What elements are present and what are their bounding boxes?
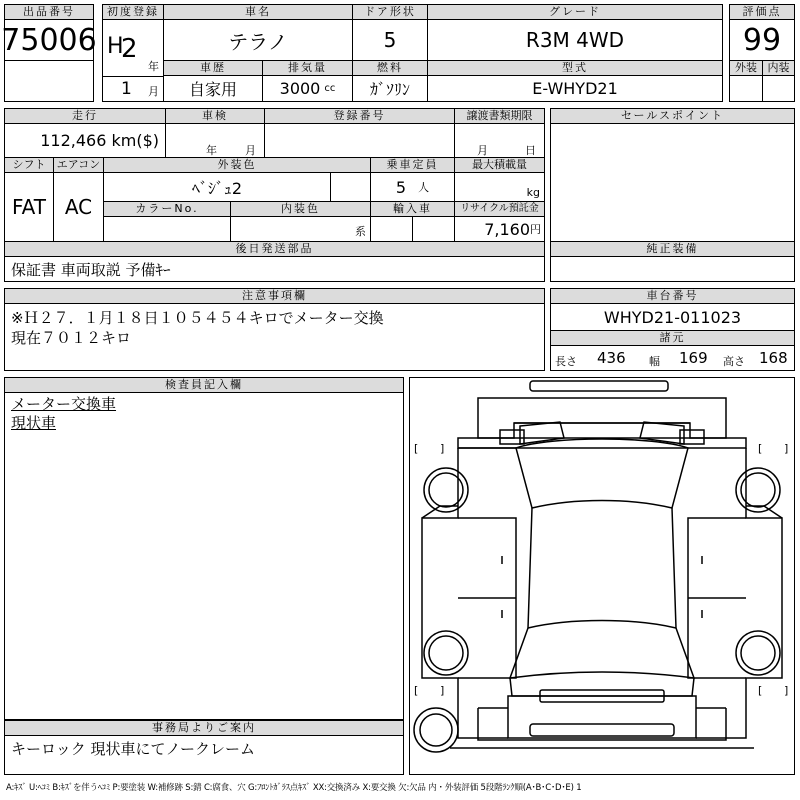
svg-text:]: ] [440, 684, 445, 697]
length: 436 [597, 349, 626, 367]
reg-no-label: 登録番号 [264, 108, 455, 124]
max-load-label: 最大積載量 [454, 157, 545, 173]
exterior-color-extra [330, 172, 371, 202]
import-label: 輸入車 [370, 201, 455, 217]
svg-text:]: ] [784, 442, 789, 455]
model-label: 型式 [427, 60, 723, 76]
svg-text:]: ] [784, 684, 789, 697]
era-year: 2 [121, 34, 138, 64]
color-no-label: カラーNo. [103, 201, 231, 217]
mileage-label: 走行 [4, 108, 166, 124]
specs [550, 345, 795, 371]
shift: FAT [4, 172, 54, 242]
first-reg-month [102, 76, 164, 102]
genuine [550, 256, 795, 282]
import-a [370, 216, 413, 242]
svg-text:[: [ [758, 442, 763, 455]
displacement-label: 排気量 [262, 60, 353, 76]
car-name-label: 車名 [163, 4, 353, 20]
capacity-unit: 人 [418, 181, 430, 194]
car-diagram-svg [410, 378, 794, 774]
displacement-value: 3000 [279, 79, 321, 98]
caution-label: 注意事項欄 [4, 288, 545, 304]
recycle-value: 7,160 [484, 219, 530, 239]
mileage: 112,466 km($) [4, 123, 166, 158]
shift-label: シフト [4, 157, 54, 173]
capacity-label: 乗車定員 [370, 157, 455, 173]
caution-line: 現在７０１２キロ [11, 329, 132, 347]
svg-text:[: [ [414, 442, 419, 455]
transfer-day-unit: 日 [525, 144, 536, 157]
svg-text:[: [ [758, 684, 763, 697]
ac: AC [53, 172, 104, 242]
car-name: テラノ [163, 19, 353, 61]
lot-no-label: 出品番号 [4, 4, 94, 20]
recycle-unit: 円 [530, 223, 541, 236]
lot-no: 75006 [4, 19, 94, 61]
first-reg-year [102, 19, 164, 77]
height: 168 [759, 349, 788, 367]
width: 169 [679, 349, 708, 367]
caution-line: ※Ｈ２７．１月１８日１０５４５４キロでメーター交換 [11, 309, 384, 327]
sales-point-label: セールスポイント [550, 108, 795, 124]
inspector-line: 現状車 [11, 414, 57, 432]
fuel-label: 燃料 [352, 60, 428, 76]
specs-label: 諸元 [550, 330, 795, 346]
year-unit: 年 [148, 60, 159, 73]
chassis-label: 車台番号 [550, 288, 795, 304]
score-label: 評価点 [729, 4, 795, 20]
inspection-year-unit: 年 [206, 144, 217, 157]
exterior-score [729, 75, 763, 102]
month-unit: 月 [148, 85, 159, 98]
sales-point [550, 123, 795, 242]
inspector-line: メーター交換車 [11, 395, 117, 413]
grade-label: グレード [427, 4, 723, 20]
later-parts: 保証書 車両取説 予備ｷｰ [4, 256, 545, 282]
max-load [454, 172, 545, 202]
transfer-month-unit: 月 [477, 144, 488, 157]
inspection-month-unit: 月 [245, 144, 256, 157]
interior-score-label: 内装 [762, 60, 795, 76]
fuel: ｶﾞｿﾘﾝ [352, 75, 428, 102]
history: 自家用 [163, 75, 263, 102]
ac-label: エアコン [53, 157, 104, 173]
office-label: 事務局よりご案内 [4, 720, 404, 736]
transfer [454, 123, 545, 158]
interior-color [230, 216, 371, 242]
displacement-unit: cc [324, 83, 336, 94]
capacity [370, 172, 455, 202]
inspection [165, 123, 265, 158]
office: キーロック 現状車にてノークレーム [4, 735, 404, 775]
max-load-unit: kg [526, 186, 540, 199]
exterior-color-label: 外装色 [103, 157, 371, 173]
genuine-label: 純正装備 [550, 241, 795, 257]
exterior-score-label: 外装 [729, 60, 763, 76]
car-diagram [409, 377, 795, 775]
lot-no-blank [4, 60, 94, 102]
month: 1 [121, 79, 132, 99]
exterior-color: ﾍﾞｼﾞｭ2 [103, 172, 331, 202]
capacity-value: 5 [395, 177, 407, 197]
inspector-label: 検査員記入欄 [4, 377, 404, 393]
height-label: 高さ [723, 355, 745, 368]
svg-text:[: [ [414, 684, 419, 697]
score: 99 [729, 19, 795, 61]
history-label: 車歴 [163, 60, 263, 76]
width-label: 幅 [649, 355, 660, 368]
first-reg-label: 初度登録 [102, 4, 164, 20]
era: H [107, 34, 124, 59]
recycle [454, 216, 545, 242]
legend: A:ｷｽﾞ U:ﾍｺﾐ B:ｷｽﾞを伴うﾍｺﾐ P:要塗装 W:補修跡 S:錆 C:腐食、穴 G:ﾌﾛﾝﾄｶﾞﾗｽ点ｷｽﾞ XX:交換済み X:要交換 欠:欠品 内・外装評価 5段階ﾗﾝｸ順(A･B･C･D･E) 1 [6, 783, 582, 793]
import-b [412, 216, 455, 242]
later-parts-label: 後日発送部品 [4, 241, 545, 257]
interior-score [762, 75, 795, 102]
interior-color-unit: 系 [355, 225, 366, 238]
door: 5 [352, 19, 428, 61]
caution [4, 303, 545, 371]
model: E-WHYD21 [427, 75, 723, 102]
svg-text:]: ] [440, 442, 445, 455]
chassis: WHYD21-011023 [550, 303, 795, 331]
recycle-label: リサイクル預託金 [454, 201, 545, 217]
color-no [103, 216, 231, 242]
door-label: ドア形状 [352, 4, 428, 20]
transfer-label: 譲渡書類期限 [454, 108, 545, 124]
length-label: 長さ [555, 355, 577, 368]
grade: R3M 4WD [427, 19, 723, 61]
interior-color-label: 内装色 [230, 201, 371, 217]
inspection-label: 車検 [165, 108, 265, 124]
reg-no [264, 123, 455, 158]
inspector [4, 392, 404, 720]
displacement [262, 75, 353, 102]
